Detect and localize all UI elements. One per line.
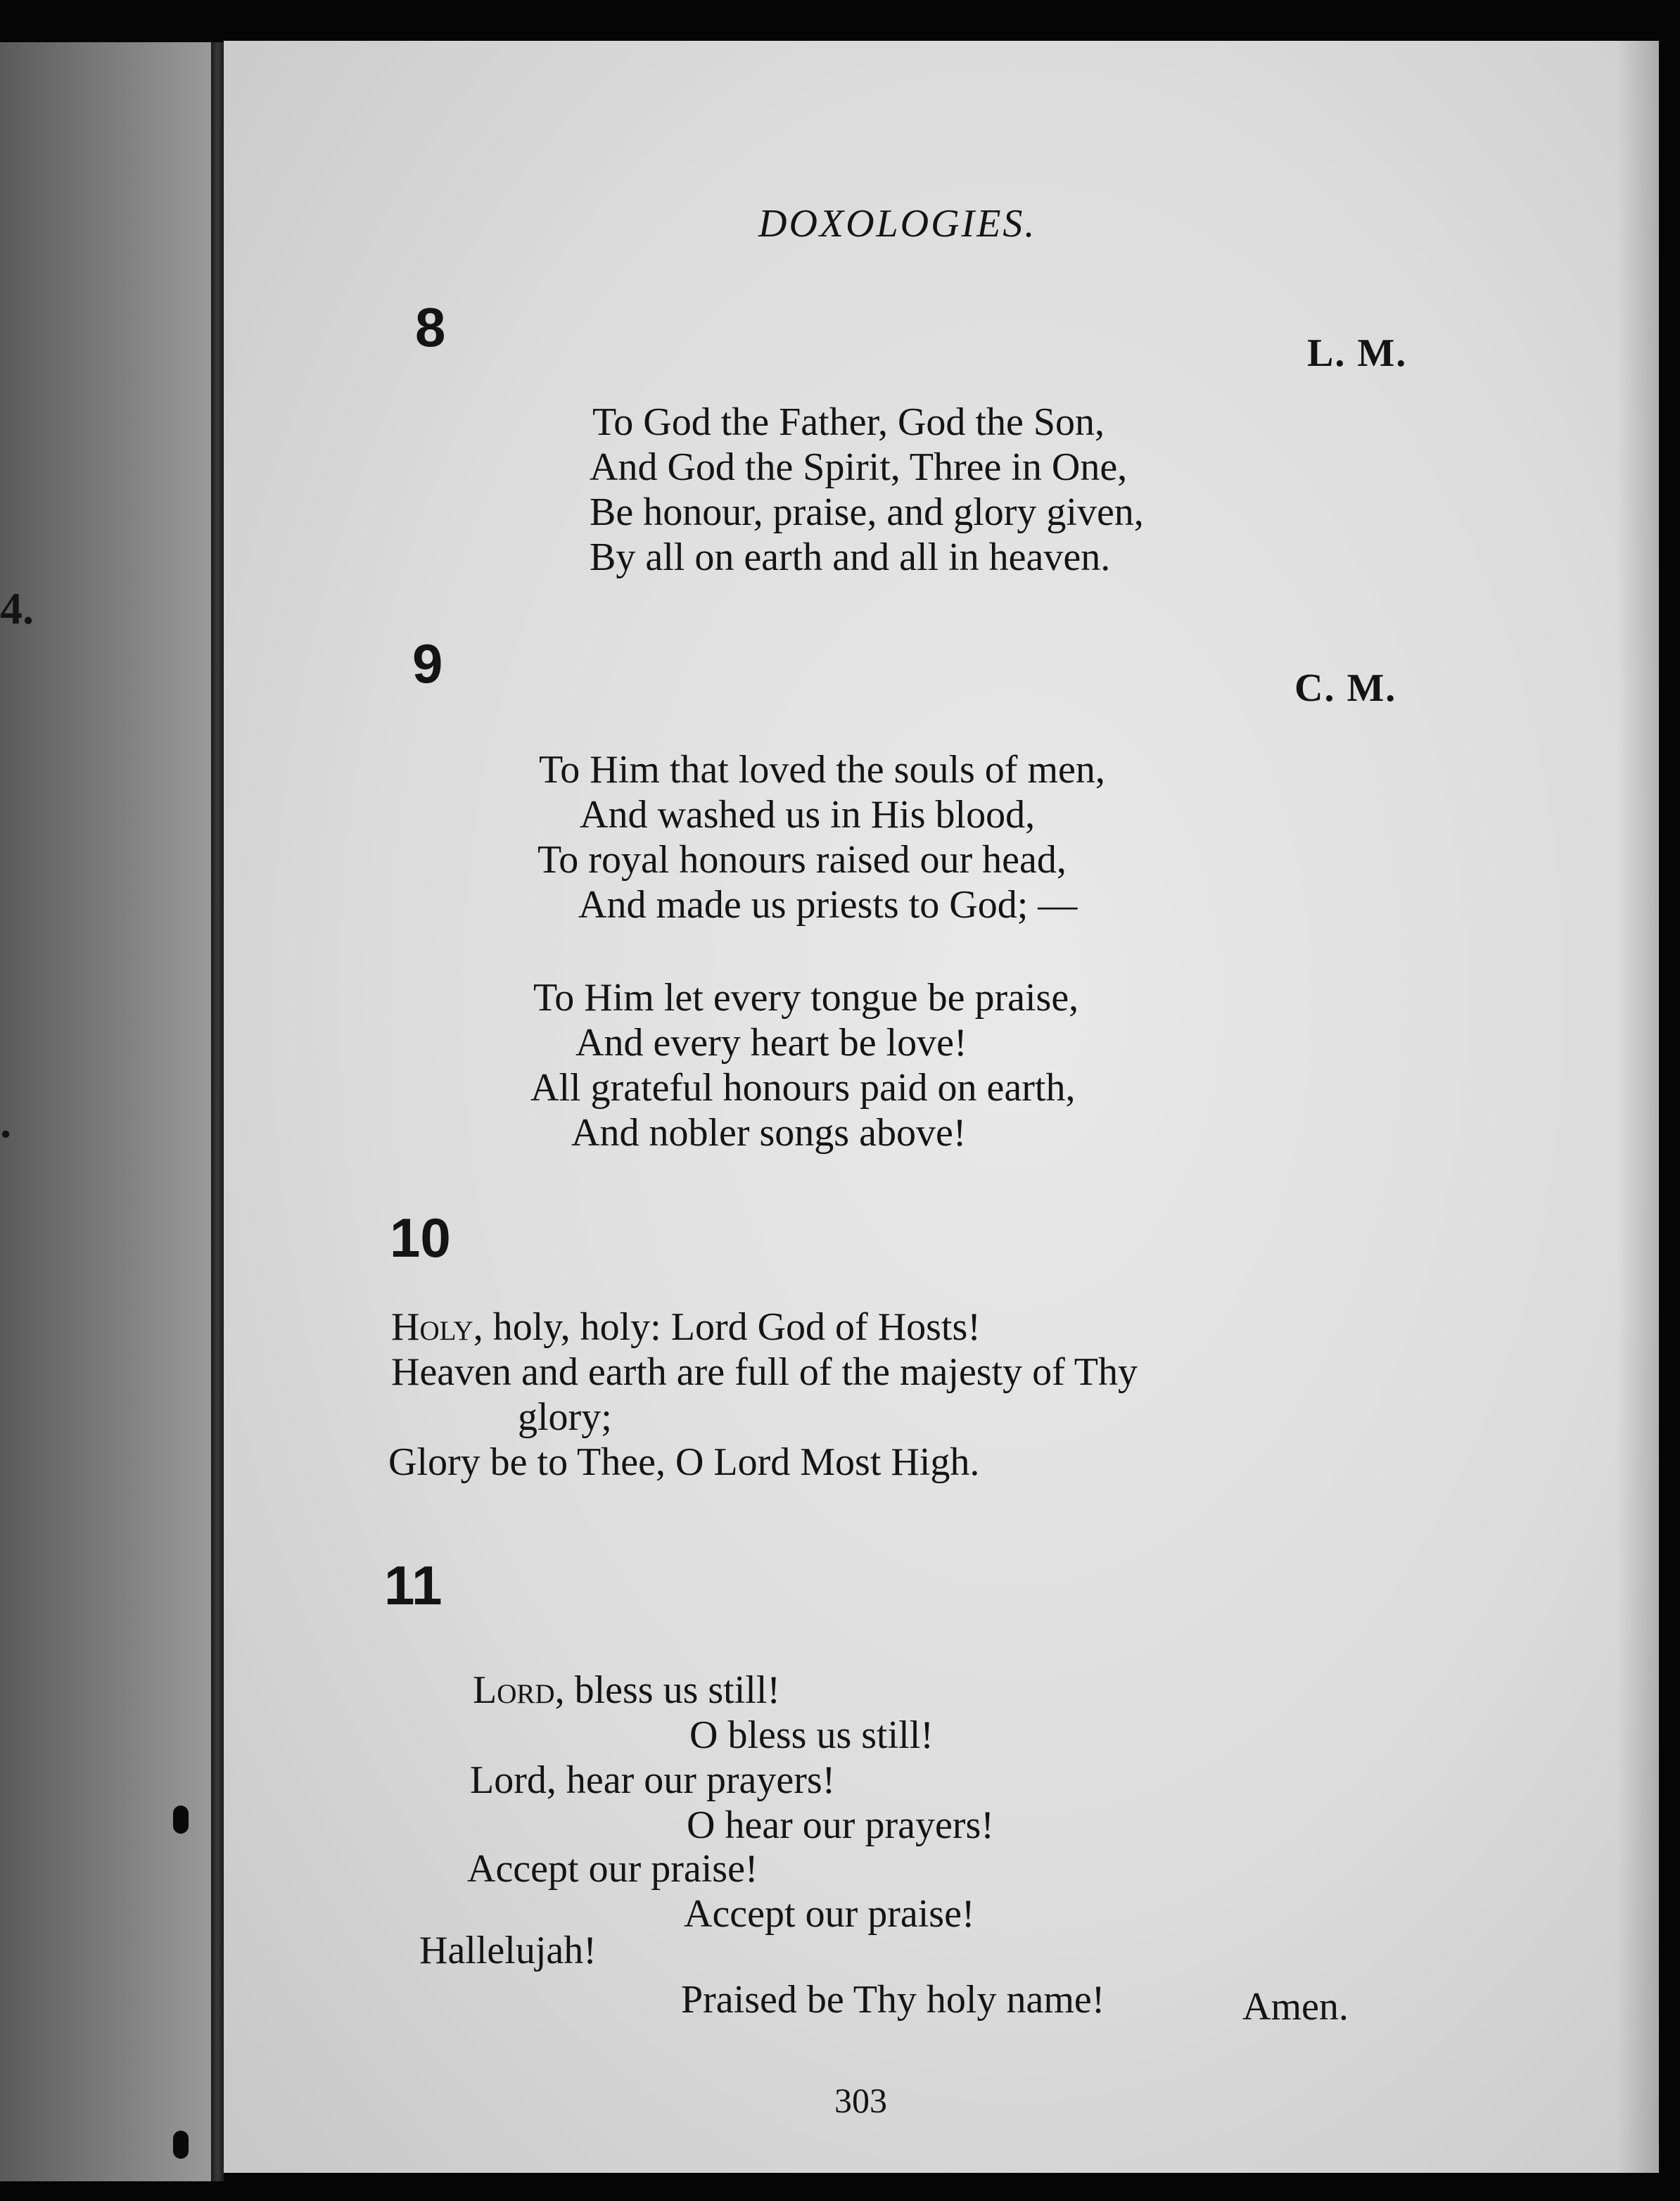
hymn-line <box>473 1668 780 1713</box>
left-page-fragment: 4. <box>0 583 34 633</box>
hymn-line: Praised be Thy holy name! <box>681 1978 1105 2022</box>
left-page-edge <box>0 42 211 2181</box>
hymn-line: And God the Spirit, Three in One, <box>590 445 1128 489</box>
hymn-number: 8 <box>415 296 446 358</box>
first-word: Lord <box>473 1668 555 1712</box>
hymn-number: 10 <box>390 1207 451 1269</box>
hymn-line: And washed us in His blood, <box>580 793 1036 837</box>
hymn-line: Accept our praise! <box>684 1892 975 1936</box>
hymn-line: By all on earth and all in heaven. <box>590 535 1111 579</box>
hymn-meter: C. M. <box>1294 666 1397 710</box>
hymn-line: And made us priests to God; — <box>578 883 1078 927</box>
hymn-line: O hear our prayers! <box>687 1803 994 1847</box>
hymn-line: Be honour, praise, and glory given, <box>590 490 1144 534</box>
hymn-line: Hallelujah! <box>419 1929 597 1972</box>
hymn-line: Heaven and earth are full of the majesty of Thy <box>391 1350 1138 1394</box>
hymn-line: Accept our praise! <box>467 1847 758 1891</box>
left-page-fragment: . <box>0 1097 11 1147</box>
hymn-line: To Him that loved the souls of men, <box>539 748 1105 792</box>
page-edge-shadow <box>1617 41 1659 2173</box>
hymn-line: Amen. <box>1242 1985 1349 2029</box>
hymn-line: Glory be to Thee, O Lord Most High. <box>388 1440 980 1484</box>
first-word: Holy <box>391 1305 473 1349</box>
hymn-line: And nobler songs above! <box>571 1111 967 1155</box>
page <box>224 41 1659 2173</box>
binding-mark <box>173 2131 189 2159</box>
hymn-line: Lord, hear our prayers! <box>470 1758 836 1802</box>
hymn-line: glory; <box>518 1395 612 1439</box>
hymn-line: To God the Father, God the Son, <box>592 400 1105 444</box>
binding-mark <box>173 1806 189 1834</box>
hymn-line: To Him let every tongue be praise, <box>533 976 1079 1020</box>
hymn-line: All grateful honours paid on earth, <box>530 1066 1076 1110</box>
page-number: 303 <box>834 2081 887 2120</box>
hymn-number: 9 <box>412 633 443 694</box>
hymn-number: 11 <box>384 1554 443 1616</box>
hymn-line <box>391 1305 981 1350</box>
book-spine <box>211 42 224 2181</box>
hymn-line: To royal honours raised our head, <box>537 838 1067 882</box>
line-rest: , bless us still! <box>554 1668 781 1712</box>
hymn-line: And every heart be love! <box>575 1021 967 1065</box>
running-head: DOXOLOGIES. <box>758 202 1037 246</box>
hymn-meter: L. M. <box>1307 331 1408 375</box>
line-rest: , holy, holy: Lord God of Hosts! <box>473 1305 981 1349</box>
hymn-line: O bless us still! <box>689 1713 934 1757</box>
